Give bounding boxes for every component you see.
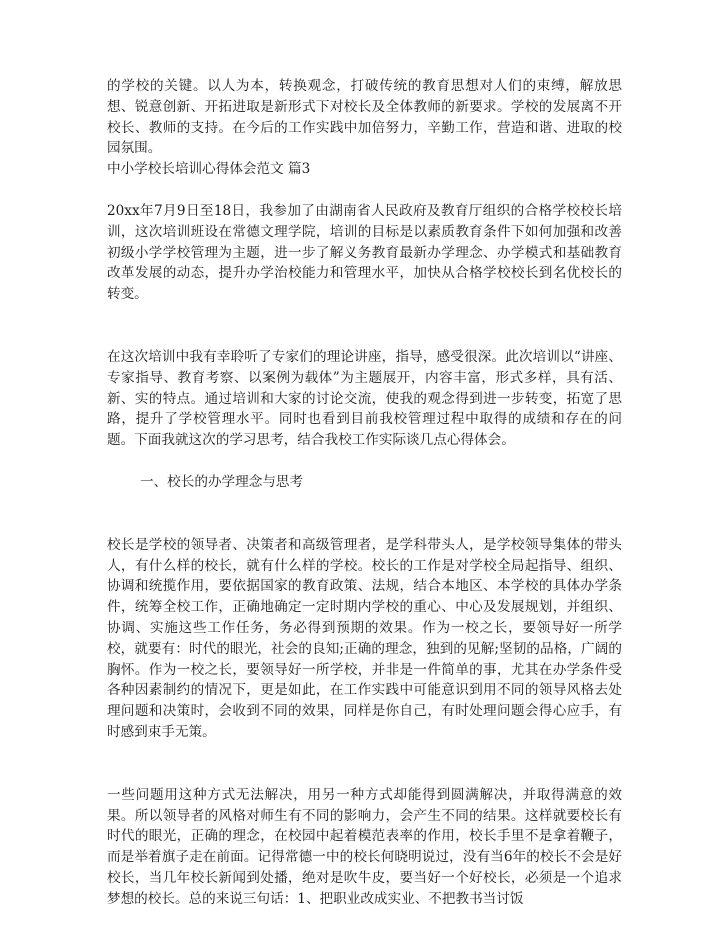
paragraph-training-experience: 在这次培训中我有幸聆听了专家们的理论讲座，指导，感受很深。此次培训以“讲座、专家指导、教育考察、以案例为载体”为主题展开，内容丰富，形式多样，具有活、新、实的特点。通过培训和大家的讨论交流，使我的观念得到进一步转变，拓宽了思路，提升了学校管理水平。同时也看到目前我校管理过程中取得的成绩和存在的问题。下面我就这次的学习思考，结合我校工作实际谈几点心得体会。 bbox=[107, 348, 622, 449]
paragraph-principal-role: 校长是学校的领导者、决策者和高级管理者，是学科带头人，是学校领导集体的带头人，有什么样的校长，就有什么样的学校。校长的工作是对学校全局起指导、组织、协调和统揽作用，要依据国家的教育政策、法规，结合本地区、本学校的具体办学条件，统筹全校工作，正确地确定一定时期内学校的重心、中心及发展规划，并组织、协调、实施这些工作任务，务必得到预期的效果。作为一校之长，要领导好一所学校，就要有：时代的眼光，社会的良知;正确的理念，独到的见解;坚韧的品格，广阔的胸怀。作为一校之长，要领导好一所学校，并非是一件简单的事，尤其在办学条件受各种因素制约的情况下，更是如此，在工作实践中可能意识到用不同的领导风格去处理问题和决策时，会收到不同的效果，同样是你自己，有时处理问题会得心应手，有时感到束手无策。 bbox=[107, 536, 622, 740]
spacer bbox=[107, 451, 622, 472]
paragraph-leadership-style: 一些问题用这种方式无法解决，用另一种方式却能得到圆满解决，并取得满意的效果。所以领导者的风格对师生有不同的影响力，会产生不同的结果。这样就要校长有时代的眼光，正确的理念，在校园中起着模范表率的作用，校长手里不是拿着鞭子，而是举着旗子走在前面。记得常德一中的校长何晓明说过，没有当6年的校长不会是好校长，当几年校长新闻到处播，绝对是吹牛皮，要当好一个好校长，必须是一个追求梦想的校长。总的来说三句话：1、把职业改成实业、不把教书当讨饭 bbox=[107, 786, 622, 907]
spacer bbox=[107, 493, 622, 535]
article-title: 中小学校长培训心得体会范文 篇3 bbox=[107, 161, 311, 178]
spacer bbox=[107, 305, 622, 347]
document-page bbox=[107, 76, 622, 910]
paragraph-training-overview: 20xx年7月9日至18日，我参加了由湖南省人民政府及教育厅组织的合格学校校长培训，这次培训班设在常德文理学院，培训的目标是以素质教育条件下如何加强和改善初级小学学校管理为主题，进一步了解义务教育最新办学理念、办学模式和基础教育改革发展的动态，提升办学治校能力和管理水平，加快从合格学校校长到名优校长的转变。 bbox=[107, 202, 622, 303]
section-title-1: 一、校长的办学理念与思考 bbox=[140, 473, 304, 490]
spacer bbox=[107, 743, 622, 785]
spacer bbox=[107, 180, 622, 201]
paragraph-intro-continuation: 的学校的关键。以人为本，转换观念，打破传统的教育思想对人们的束缚，解放思想、锐意创新、开拓进取是新形式下对校长及全体教师的新要求。学校的发展离不开校长、教师的支持。在今后的工作实践中加倍努力，辛勤工作，营造和谐、进取的校园氛围。 bbox=[107, 78, 622, 157]
